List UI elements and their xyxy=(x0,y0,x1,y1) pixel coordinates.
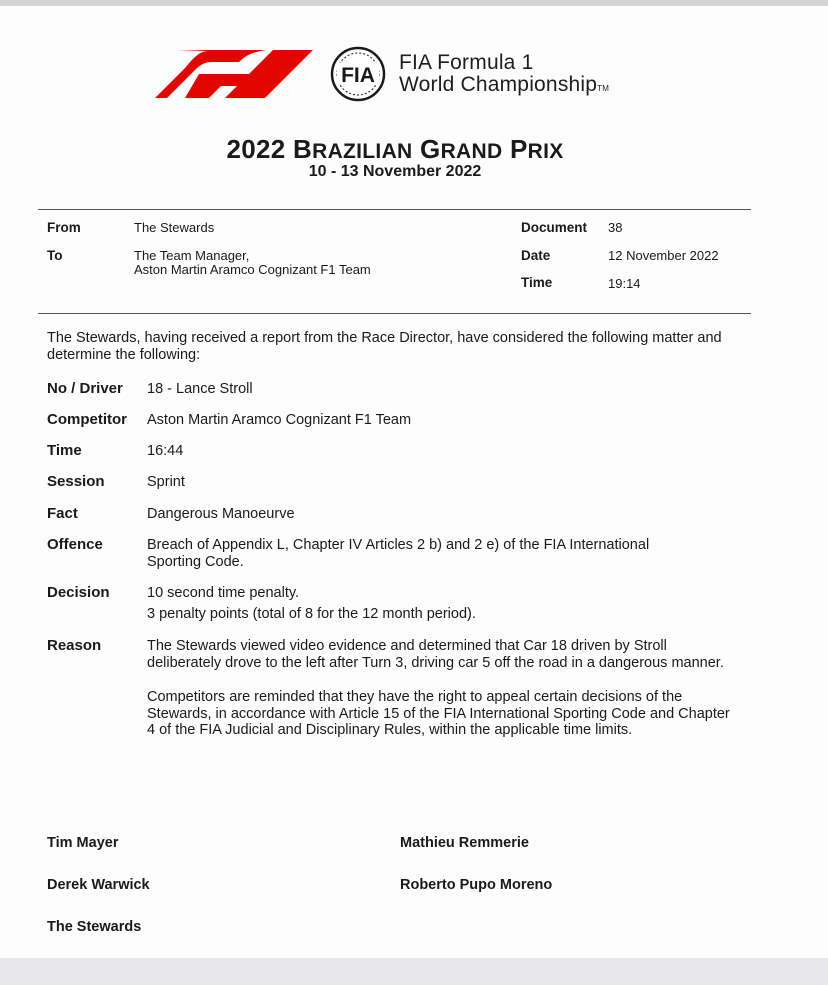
to-value-line1: The Team Manager, xyxy=(134,248,250,263)
brand-line2-wrap xyxy=(399,74,609,100)
driver-label: No / Driver xyxy=(47,380,123,397)
event-title xyxy=(0,134,790,165)
header-divider-bottom xyxy=(38,313,751,314)
title-w3-rest: RIX xyxy=(527,140,564,163)
document-page xyxy=(0,6,828,958)
offence-label: Offence xyxy=(47,536,103,553)
date-value: 12 November 2022 xyxy=(608,248,719,263)
reason-value-1: The Stewards viewed video evidence and determined that Car 18 driven by Stroll deliberately drove to the left after Turn 3, driving car 5 off the road in a dangerous manner. xyxy=(147,638,724,671)
title-w1-initial: B xyxy=(293,134,313,164)
document-label: Document xyxy=(521,220,588,235)
date-label: Date xyxy=(521,248,551,263)
time-row-value: 16:44 xyxy=(147,443,184,459)
title-year: 2022 xyxy=(226,134,286,164)
title-w1-rest: RAZILIAN xyxy=(312,140,413,163)
fact-value: Dangerous Manoeurve xyxy=(147,506,295,522)
from-label: From xyxy=(47,220,81,235)
reason-value-2: Competitors are reminded that they have the right to appeal certain decisions of the Stewards, in accordance with Article 15 of the FIA International Sporting Code and Chapter 4 of the FIA Judicial and Disciplinary Rules, within the applicable time limits. xyxy=(147,689,730,738)
competitor-label: Competitor xyxy=(47,411,127,428)
brand-line2: World Championship xyxy=(399,73,598,96)
document-value: 38 xyxy=(608,220,623,235)
f1-logo-icon xyxy=(155,50,315,98)
to-value-line2: Aston Martin Aramco Cognizant F1 Team xyxy=(134,262,371,277)
trademark: TM xyxy=(597,84,610,93)
time-label: Time xyxy=(521,275,553,290)
steward-signature-1: Tim Mayer xyxy=(47,835,119,851)
bottom-border xyxy=(0,958,828,985)
title-w2-rest: RAND xyxy=(440,140,503,163)
fia-logo-icon xyxy=(323,46,393,102)
time-value: 19:14 xyxy=(608,276,641,291)
fia-mark-text: FIA xyxy=(341,64,375,87)
stewards-closing: The Stewards xyxy=(47,919,142,935)
decision-value-1: 10 second time penalty. xyxy=(147,585,300,601)
time-row-label: Time xyxy=(47,442,82,459)
from-value: The Stewards xyxy=(134,220,215,235)
steward-signature-2: Mathieu Remmerie xyxy=(400,835,529,851)
to-label: To xyxy=(47,248,63,263)
session-label: Session xyxy=(47,473,105,490)
session-value: Sprint xyxy=(147,474,185,490)
header-logo-block xyxy=(155,46,655,106)
driver-value: 18 - Lance Stroll xyxy=(147,381,253,397)
decision-value-2: 3 penalty points (total of 8 for the 12 month period). xyxy=(147,606,476,622)
fact-label: Fact xyxy=(47,505,78,522)
brand-title xyxy=(399,52,609,100)
reason-label: Reason xyxy=(47,637,102,654)
steward-signature-4: Roberto Pupo Moreno xyxy=(400,877,553,893)
decision-label: Decision xyxy=(47,584,110,601)
competitor-value: Aston Martin Aramco Cognizant F1 Team xyxy=(147,412,412,428)
steward-signature-3: Derek Warwick xyxy=(47,877,150,893)
title-w2-initial: G xyxy=(420,134,441,164)
brand-line1: FIA Formula 1 xyxy=(399,51,534,74)
header-divider-top xyxy=(38,209,751,210)
event-dates: 10 - 13 November 2022 xyxy=(308,163,482,180)
offence-value: Breach of Appendix L, Chapter IV Articles 2 b) and 2 e) of the FIA International Sporting Code. xyxy=(147,537,650,570)
title-w3-initial: P xyxy=(509,134,528,164)
intro-paragraph: The Stewards, having received a report from the Race Director, have considered the following matter and determine the following: xyxy=(47,330,722,363)
